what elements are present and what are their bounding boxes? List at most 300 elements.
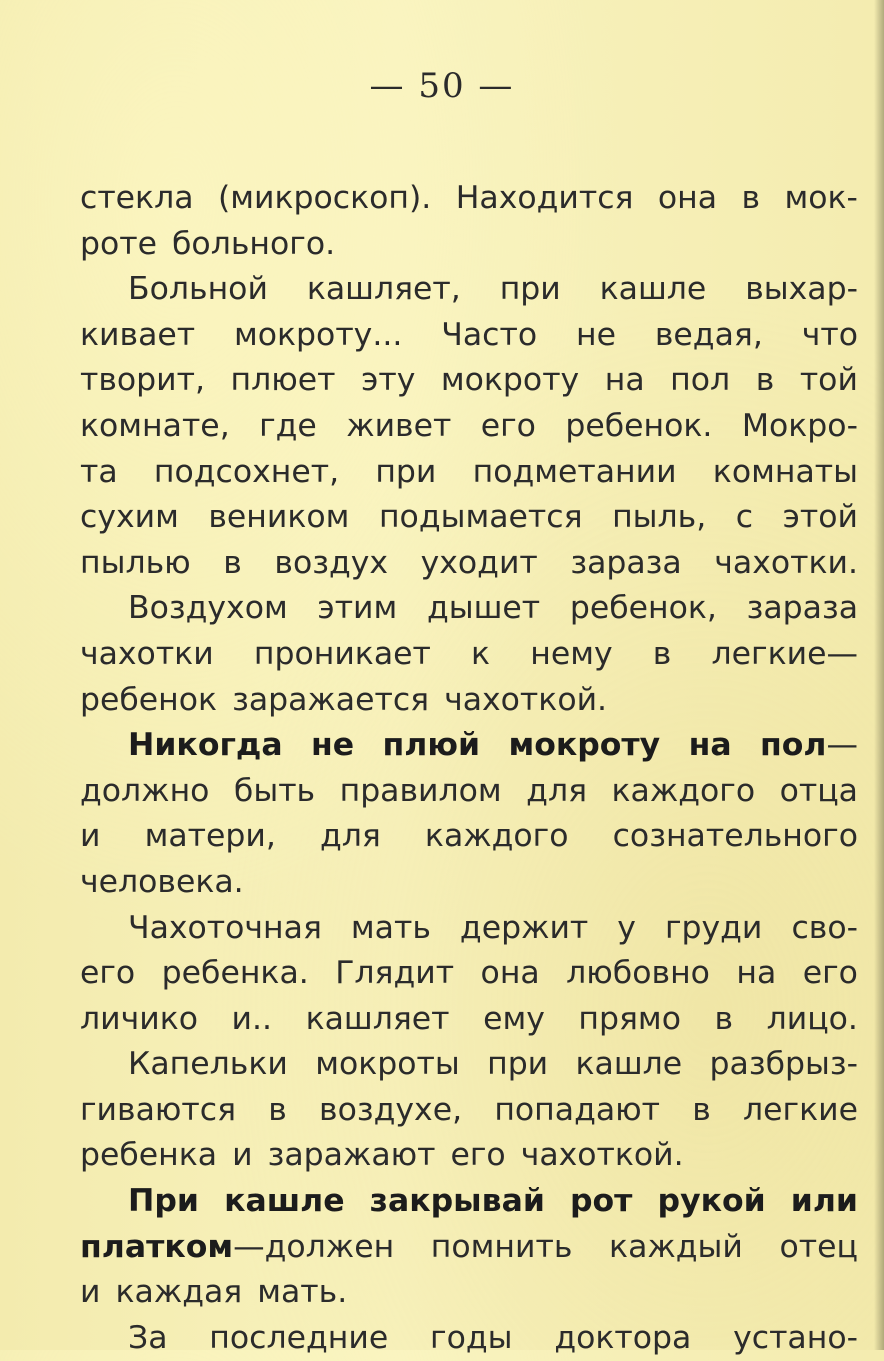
- word: [742, 404, 858, 450]
- word-text: пылью: [80, 544, 191, 581]
- text-line: [80, 1088, 858, 1134]
- word-text: в: [755, 362, 775, 399]
- word-text: подсохнет,: [153, 453, 340, 490]
- word: [483, 997, 545, 1043]
- word-text: мокроту...: [234, 316, 403, 353]
- word: [218, 176, 431, 222]
- word-text: заражается: [232, 681, 430, 718]
- word-text: та: [80, 453, 118, 490]
- bold-word-text: плюй: [382, 727, 481, 764]
- word: [370, 1179, 545, 1225]
- word-text: плюет: [230, 362, 336, 399]
- word-text: ребенок.: [565, 407, 713, 444]
- bold-word-text: мокроту: [508, 727, 661, 764]
- word: [80, 313, 195, 359]
- word-text: попадают: [494, 1091, 661, 1128]
- word: [306, 997, 450, 1043]
- word-text: для: [526, 772, 588, 809]
- word-text: Глядит: [335, 955, 455, 992]
- word: [747, 586, 858, 632]
- word: [791, 906, 858, 952]
- word-text: на: [736, 955, 777, 992]
- word-text: чахотки.: [714, 544, 858, 581]
- word-text: на: [604, 362, 645, 399]
- word-text: где: [259, 407, 317, 444]
- word: [791, 1179, 858, 1225]
- word-text: Находится: [455, 180, 634, 216]
- bold-word-text: пол: [760, 727, 827, 764]
- word-text: стекла: [80, 180, 194, 216]
- word: [231, 358, 336, 404]
- text-line: [80, 723, 858, 769]
- word-text: к: [471, 635, 491, 672]
- word-text: разбрыз-: [709, 1046, 858, 1083]
- word: [375, 450, 436, 496]
- word-text: зараза: [570, 544, 682, 581]
- word-text: легкие: [743, 1091, 858, 1128]
- word: [526, 769, 587, 815]
- word-text: каждый: [609, 1228, 743, 1265]
- word: [80, 860, 244, 906]
- word: [451, 1133, 506, 1179]
- word-text: личико: [80, 1000, 198, 1037]
- word: [715, 997, 734, 1043]
- word: [508, 723, 660, 769]
- word-text: у: [617, 909, 636, 946]
- word: [145, 814, 276, 860]
- bold-word-text: платком: [80, 1228, 234, 1265]
- word-text: она: [657, 180, 718, 216]
- word: [80, 1270, 100, 1316]
- word-tail-text: —: [826, 727, 858, 764]
- word-text: держит: [459, 909, 589, 946]
- text-line: [80, 769, 858, 815]
- word-text: его: [80, 955, 136, 992]
- word: [351, 906, 431, 952]
- word: [745, 267, 858, 313]
- word: [80, 632, 214, 678]
- word: [444, 678, 607, 724]
- word-text: правилом: [339, 772, 502, 809]
- word-text: уходит: [420, 544, 538, 581]
- word-text: Воздухом: [128, 590, 288, 627]
- word-text: годы: [430, 1319, 513, 1356]
- word: [128, 906, 322, 952]
- word: [803, 951, 858, 997]
- word: [713, 450, 858, 496]
- word: [733, 1316, 858, 1361]
- word: [425, 814, 569, 860]
- word-text: той: [799, 362, 858, 399]
- text-line: [80, 267, 858, 313]
- word: [600, 267, 707, 313]
- word-text: творит,: [80, 362, 206, 399]
- word-text: сознательного: [612, 818, 858, 855]
- word: [430, 1316, 512, 1361]
- word-text: этой: [782, 499, 858, 536]
- word: [80, 222, 157, 268]
- word-text: и: [80, 1274, 101, 1311]
- word-text: не: [575, 316, 616, 353]
- word: [785, 176, 858, 222]
- word: [712, 632, 858, 678]
- word: [232, 678, 429, 724]
- word: [565, 404, 712, 450]
- word-text: кивает: [80, 316, 196, 353]
- word: [767, 997, 858, 1043]
- word-text: кашле: [575, 1046, 683, 1083]
- word-tail-text: —должен: [233, 1228, 395, 1265]
- bold-word-text: При: [128, 1183, 199, 1220]
- bold-word-text: Никогда: [128, 727, 283, 764]
- page-edge-shadow: [874, 0, 884, 1350]
- word-text: веником: [208, 499, 350, 536]
- word: [421, 541, 538, 587]
- text-line: [80, 860, 858, 906]
- word: [783, 495, 858, 541]
- word: [80, 495, 179, 541]
- word-text: пыль,: [612, 499, 707, 536]
- bold-word-text: кашле: [224, 1183, 345, 1220]
- word: [128, 586, 288, 632]
- word-text: должно: [80, 772, 210, 809]
- word: [710, 1042, 858, 1088]
- word-text: любовно: [566, 955, 710, 992]
- word: [743, 1088, 858, 1134]
- word: [335, 951, 454, 997]
- word: [80, 450, 118, 496]
- word: [254, 632, 431, 678]
- word: [80, 769, 209, 815]
- word: [780, 769, 858, 815]
- word: [658, 176, 717, 222]
- word: [320, 814, 381, 860]
- word-text: выхар-: [745, 271, 858, 308]
- word-text: отец: [779, 1228, 858, 1265]
- word: [471, 632, 490, 678]
- word-text: роте: [80, 225, 157, 262]
- word: [307, 267, 461, 313]
- word: [172, 222, 335, 268]
- word-text: заражают: [267, 1137, 436, 1174]
- word: [311, 723, 354, 769]
- text-line: [80, 678, 858, 724]
- word: [570, 586, 717, 632]
- word-text: быть: [233, 772, 316, 809]
- word: [665, 906, 762, 952]
- word: [460, 906, 588, 952]
- word-text: мать: [350, 909, 431, 946]
- text-line: [80, 906, 858, 952]
- word: [487, 1042, 548, 1088]
- word-text: Чахоточная: [128, 909, 322, 946]
- word-text: устано-: [733, 1319, 858, 1356]
- word: [570, 541, 681, 587]
- word-text: доктора: [554, 1319, 692, 1356]
- word: [578, 997, 681, 1043]
- word-text: его: [802, 955, 858, 992]
- word-text: мать.: [257, 1274, 348, 1311]
- word: [234, 769, 315, 815]
- word-text: нему: [530, 635, 613, 672]
- word: [128, 723, 283, 769]
- word-text: в: [692, 1091, 711, 1128]
- word: [128, 1179, 199, 1225]
- word: [760, 723, 858, 769]
- word-text: в: [714, 1000, 734, 1037]
- word-text: комнате,: [80, 407, 230, 444]
- text-line: [80, 632, 858, 678]
- word-text: мокроты: [315, 1046, 460, 1083]
- body-text: [80, 176, 858, 1361]
- bold-word-text: рот: [569, 1183, 633, 1220]
- word: [605, 358, 645, 404]
- word: [670, 358, 730, 404]
- text-line: [80, 541, 858, 587]
- word: [115, 1270, 242, 1316]
- word: [689, 723, 732, 769]
- text-line: [80, 313, 858, 359]
- word: [383, 723, 481, 769]
- word: [128, 1042, 288, 1088]
- text-line: [80, 951, 858, 997]
- word: [259, 404, 317, 450]
- word: [441, 358, 579, 404]
- word-text: зараза: [746, 590, 858, 627]
- word-text: живет: [346, 407, 452, 444]
- word: [566, 951, 710, 997]
- word: [80, 176, 194, 222]
- word-text: воздух: [274, 544, 389, 581]
- word-text: кашле: [599, 271, 707, 308]
- word-text: и..: [231, 1000, 273, 1037]
- word-text: подымается: [378, 499, 583, 536]
- word-text: она: [480, 955, 540, 992]
- bold-word-text: на: [688, 727, 732, 764]
- word: [268, 1088, 287, 1134]
- word-text: каждая: [115, 1274, 243, 1311]
- word-text: этим: [317, 590, 398, 627]
- word-text: при: [375, 453, 437, 490]
- word-text: каждого: [611, 772, 756, 809]
- word-text: чахотки: [80, 635, 214, 672]
- word: [80, 404, 230, 450]
- word: [431, 1225, 573, 1271]
- word-text: матери,: [144, 818, 276, 855]
- word-text: гиваются: [80, 1091, 237, 1128]
- text-line: [80, 495, 858, 541]
- word-text: чахоткой.: [520, 1137, 684, 1174]
- word: [612, 495, 706, 541]
- word: [340, 769, 502, 815]
- word-text: кашляет,: [306, 271, 461, 308]
- word: [80, 951, 135, 997]
- word: [473, 450, 677, 496]
- word-text: комнаты: [712, 453, 858, 490]
- word: [756, 358, 775, 404]
- word: [319, 1088, 462, 1134]
- word: [500, 267, 561, 313]
- word: [736, 495, 753, 541]
- word: [494, 1088, 660, 1134]
- word: [576, 1042, 683, 1088]
- word-text: воздухе,: [319, 1091, 463, 1128]
- word-text: сухим: [80, 499, 179, 536]
- word: [154, 450, 339, 496]
- word-text: ребенка.: [161, 955, 309, 992]
- word-text: Капельки: [128, 1046, 288, 1083]
- word-text: ведая,: [654, 316, 763, 353]
- word: [692, 1088, 711, 1134]
- text-line: [80, 222, 858, 268]
- word-text: подметании: [472, 453, 677, 490]
- word: [268, 1133, 436, 1179]
- text-line: [80, 814, 858, 860]
- word: [576, 313, 616, 359]
- word: [232, 997, 273, 1043]
- word-text: ребенка: [80, 1137, 218, 1174]
- word: [653, 632, 672, 678]
- word-text: Больной: [128, 271, 268, 308]
- word: [234, 313, 402, 359]
- word-text: для: [319, 818, 381, 855]
- text-line: [80, 997, 858, 1043]
- word: [80, 1225, 394, 1271]
- word: [554, 1316, 691, 1361]
- word-text: дышет: [426, 590, 541, 627]
- word-text: кашляет: [305, 1000, 450, 1037]
- word: [346, 404, 451, 450]
- word-text: при: [499, 271, 561, 308]
- word-text: ребенок,: [569, 590, 717, 627]
- word-text: (микроскоп).: [217, 180, 432, 216]
- word-text: в: [741, 180, 761, 216]
- word-text: последние: [209, 1319, 389, 1356]
- word: [530, 632, 612, 678]
- word: [257, 1270, 347, 1316]
- word: [481, 404, 536, 450]
- word-text: сво-: [791, 909, 858, 946]
- text-line: [80, 1133, 858, 1179]
- word: [800, 358, 858, 404]
- text-line: [80, 1225, 858, 1271]
- text-line: [80, 450, 858, 496]
- word: [714, 541, 858, 587]
- word: [80, 1133, 217, 1179]
- word-text: больного.: [172, 225, 336, 262]
- word: [80, 678, 217, 724]
- word-text: мокроту: [440, 362, 580, 399]
- word: [570, 1179, 632, 1225]
- word-text: человека.: [80, 863, 244, 900]
- word: [208, 495, 349, 541]
- word: [80, 358, 205, 404]
- word: [224, 1179, 345, 1225]
- word: [441, 313, 537, 359]
- word: [427, 586, 540, 632]
- text-line: [80, 176, 858, 222]
- word: [315, 1042, 460, 1088]
- word: [274, 541, 388, 587]
- word-text: с: [735, 499, 754, 536]
- word-text: в: [268, 1091, 287, 1128]
- bold-word-text: закрывай: [369, 1183, 545, 1220]
- text-line: [80, 404, 858, 450]
- word-text: легкие—: [711, 635, 858, 672]
- word: [317, 586, 397, 632]
- word-text: каждого: [424, 818, 569, 855]
- word: [80, 1088, 236, 1134]
- word-text: отца: [779, 772, 858, 809]
- word: [80, 541, 191, 587]
- word-text: его: [480, 407, 536, 444]
- word-text: ребенок: [80, 681, 218, 718]
- word-text: в: [223, 544, 242, 581]
- word-text: Мокро-: [741, 407, 858, 444]
- word: [612, 769, 756, 815]
- word-text: эту: [361, 362, 416, 399]
- word-text: и: [232, 1137, 253, 1174]
- word: [736, 951, 776, 997]
- word: [521, 1133, 684, 1179]
- bold-word-text: рукой: [657, 1183, 766, 1220]
- word: [128, 1316, 168, 1361]
- word: [658, 1179, 766, 1225]
- word-text: что: [801, 316, 858, 353]
- word: [481, 951, 540, 997]
- word: [209, 1316, 388, 1361]
- page-number: — 50 —: [369, 66, 515, 106]
- word-text: при: [487, 1046, 549, 1083]
- text-line: [80, 1179, 858, 1225]
- word-text: в: [652, 635, 672, 672]
- bold-word-text: или: [790, 1183, 858, 1220]
- word: [742, 176, 761, 222]
- word-text: За: [128, 1319, 168, 1356]
- word: [780, 1225, 858, 1271]
- word: [80, 997, 198, 1043]
- word: [232, 1133, 252, 1179]
- word: [80, 814, 100, 860]
- word-text: помнить: [430, 1228, 573, 1265]
- word: [613, 814, 858, 860]
- text-line: [80, 1316, 858, 1361]
- word: [802, 313, 858, 359]
- bold-word-text: не: [311, 727, 355, 764]
- word: [128, 267, 268, 313]
- text-line: [80, 358, 858, 404]
- word: [655, 313, 763, 359]
- word: [162, 951, 309, 997]
- word-text: проникает: [253, 635, 431, 672]
- word-text: лицо.: [766, 1000, 858, 1037]
- word-text: и: [80, 818, 101, 855]
- word-text: груди: [664, 909, 763, 946]
- text-line: [80, 1270, 858, 1316]
- word-text: его: [450, 1137, 506, 1174]
- word: [617, 906, 636, 952]
- word-text: Часто: [441, 316, 538, 353]
- word: [456, 176, 634, 222]
- word-text: чахоткой.: [444, 681, 608, 718]
- text-line: [80, 586, 858, 632]
- word-text: прямо: [578, 1000, 681, 1037]
- word: [379, 495, 583, 541]
- word-text: пол: [670, 362, 731, 399]
- word: [223, 541, 242, 587]
- word-text: ему: [483, 1000, 545, 1037]
- word: [361, 358, 415, 404]
